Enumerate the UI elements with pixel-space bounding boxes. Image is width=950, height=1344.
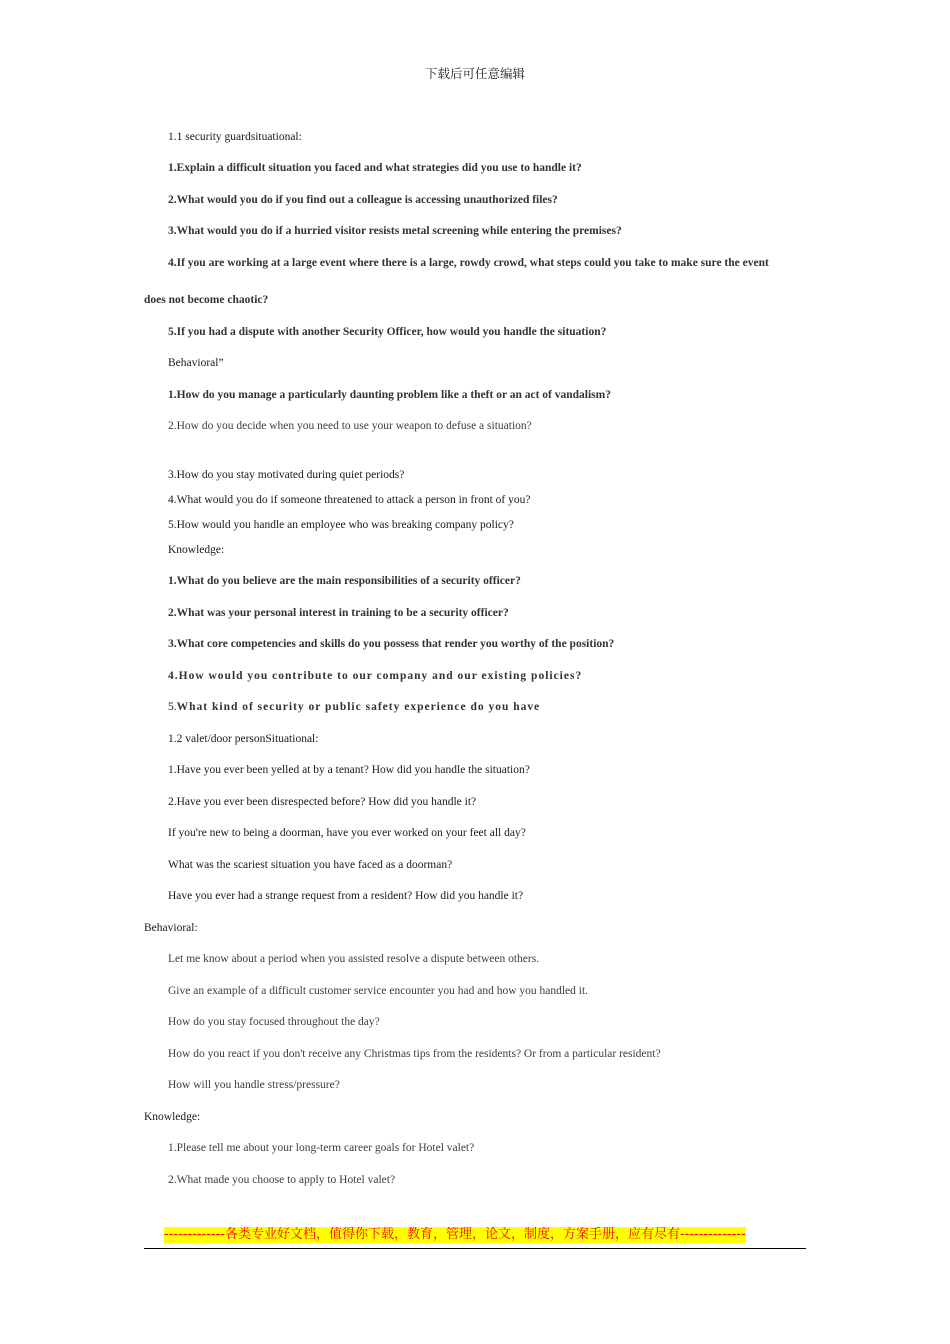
question-line: Have you ever had a strange request from a resident? How did you handle it? xyxy=(168,890,524,902)
section-heading-security-situational: 1.1 security guardsituational: xyxy=(168,131,302,143)
question-line: 3.What core competencies and skills do you possess that render you worthy of the position? xyxy=(168,638,615,650)
question-line: 1.Have you ever been yelled at by a tenant? How did you handle the situation? xyxy=(168,764,530,776)
question-text: What kind of security or public safety experience do you have xyxy=(176,701,541,713)
question-line: How do you react if you don't receive any Christmas tips from the residents? Or from a particular resident? xyxy=(168,1048,661,1060)
question-line: 4.If you are working at a large event where there is a large, rowdy crowd, what steps could you take to make sure the event xyxy=(168,257,769,269)
question-number: 5. xyxy=(168,701,177,713)
question-line: 2.Have you ever been disrespected before? How did you handle it? xyxy=(168,796,477,808)
question-line: 2.What made you choose to apply to Hotel valet? xyxy=(168,1174,396,1186)
question-line: 1.How do you manage a particularly daunting problem like a theft or an act of vandalism? xyxy=(168,389,611,401)
footer-banner: -------------各类专业好文档，值得你下载，教育，管理，论文，制度，方案手册，应有尽有-------------- xyxy=(164,1227,746,1242)
question-line: 2.What was your personal interest in training to be a security officer? xyxy=(168,607,509,619)
question-line: 1.Explain a difficult situation you faced and what strategies did you use to handle it? xyxy=(168,162,582,174)
question-line: How do you stay focused throughout the day? xyxy=(168,1016,380,1028)
page-footer xyxy=(144,1226,806,1249)
question-line: 4.What would you do if someone threatened to attack a person in front of you? xyxy=(168,494,531,506)
question-line-continuation: does not become chaotic? xyxy=(144,294,269,306)
question-line: 2.How do you decide when you need to use your weapon to defuse a situation? xyxy=(168,420,532,432)
question-line: 3.What would you do if a hurried visitor resists metal screening while entering the premises? xyxy=(168,225,622,237)
question-line: Let me know about a period when you assisted resolve a dispute between others. xyxy=(168,953,540,965)
question-line: 5.If you had a dispute with another Security Officer, how would you handle the situation? xyxy=(168,326,607,338)
page-header: 下载后可任意编辑 xyxy=(424,67,525,81)
question-line: How will you handle stress/pressure? xyxy=(168,1079,340,1091)
question-line: 1.Please tell me about your long-term career goals for Hotel valet? xyxy=(168,1142,475,1154)
question-line: 2.What would you do if you find out a colleague is accessing unauthorized files? xyxy=(168,194,558,206)
section-heading-behavioral: Behavioral” xyxy=(168,357,224,369)
question-line: 5.How would you handle an employee who was breaking company policy? xyxy=(168,519,514,531)
question-line: 4.How would you contribute to our company and our existing policies? xyxy=(168,670,583,682)
question-line: 3.How do you stay motivated during quiet periods? xyxy=(168,469,405,481)
question-line: 1.What do you believe are the main responsibilities of a security officer? xyxy=(168,575,521,587)
section-heading-knowledge: Knowledge: xyxy=(168,544,225,556)
question-line xyxy=(168,700,540,714)
question-line: Give an example of a difficult customer service encounter you had and how you handled it. xyxy=(168,985,589,997)
section-heading-behavioral: Behavioral: xyxy=(144,922,198,934)
question-line: If you're new to being a doorman, have you ever worked on your feet all day? xyxy=(168,827,526,839)
section-heading-knowledge: Knowledge: xyxy=(144,1111,201,1123)
question-line: What was the scariest situation you have faced as a doorman? xyxy=(168,859,453,871)
section-heading-valet-situational: 1.2 valet/door personSituational: xyxy=(168,733,319,745)
